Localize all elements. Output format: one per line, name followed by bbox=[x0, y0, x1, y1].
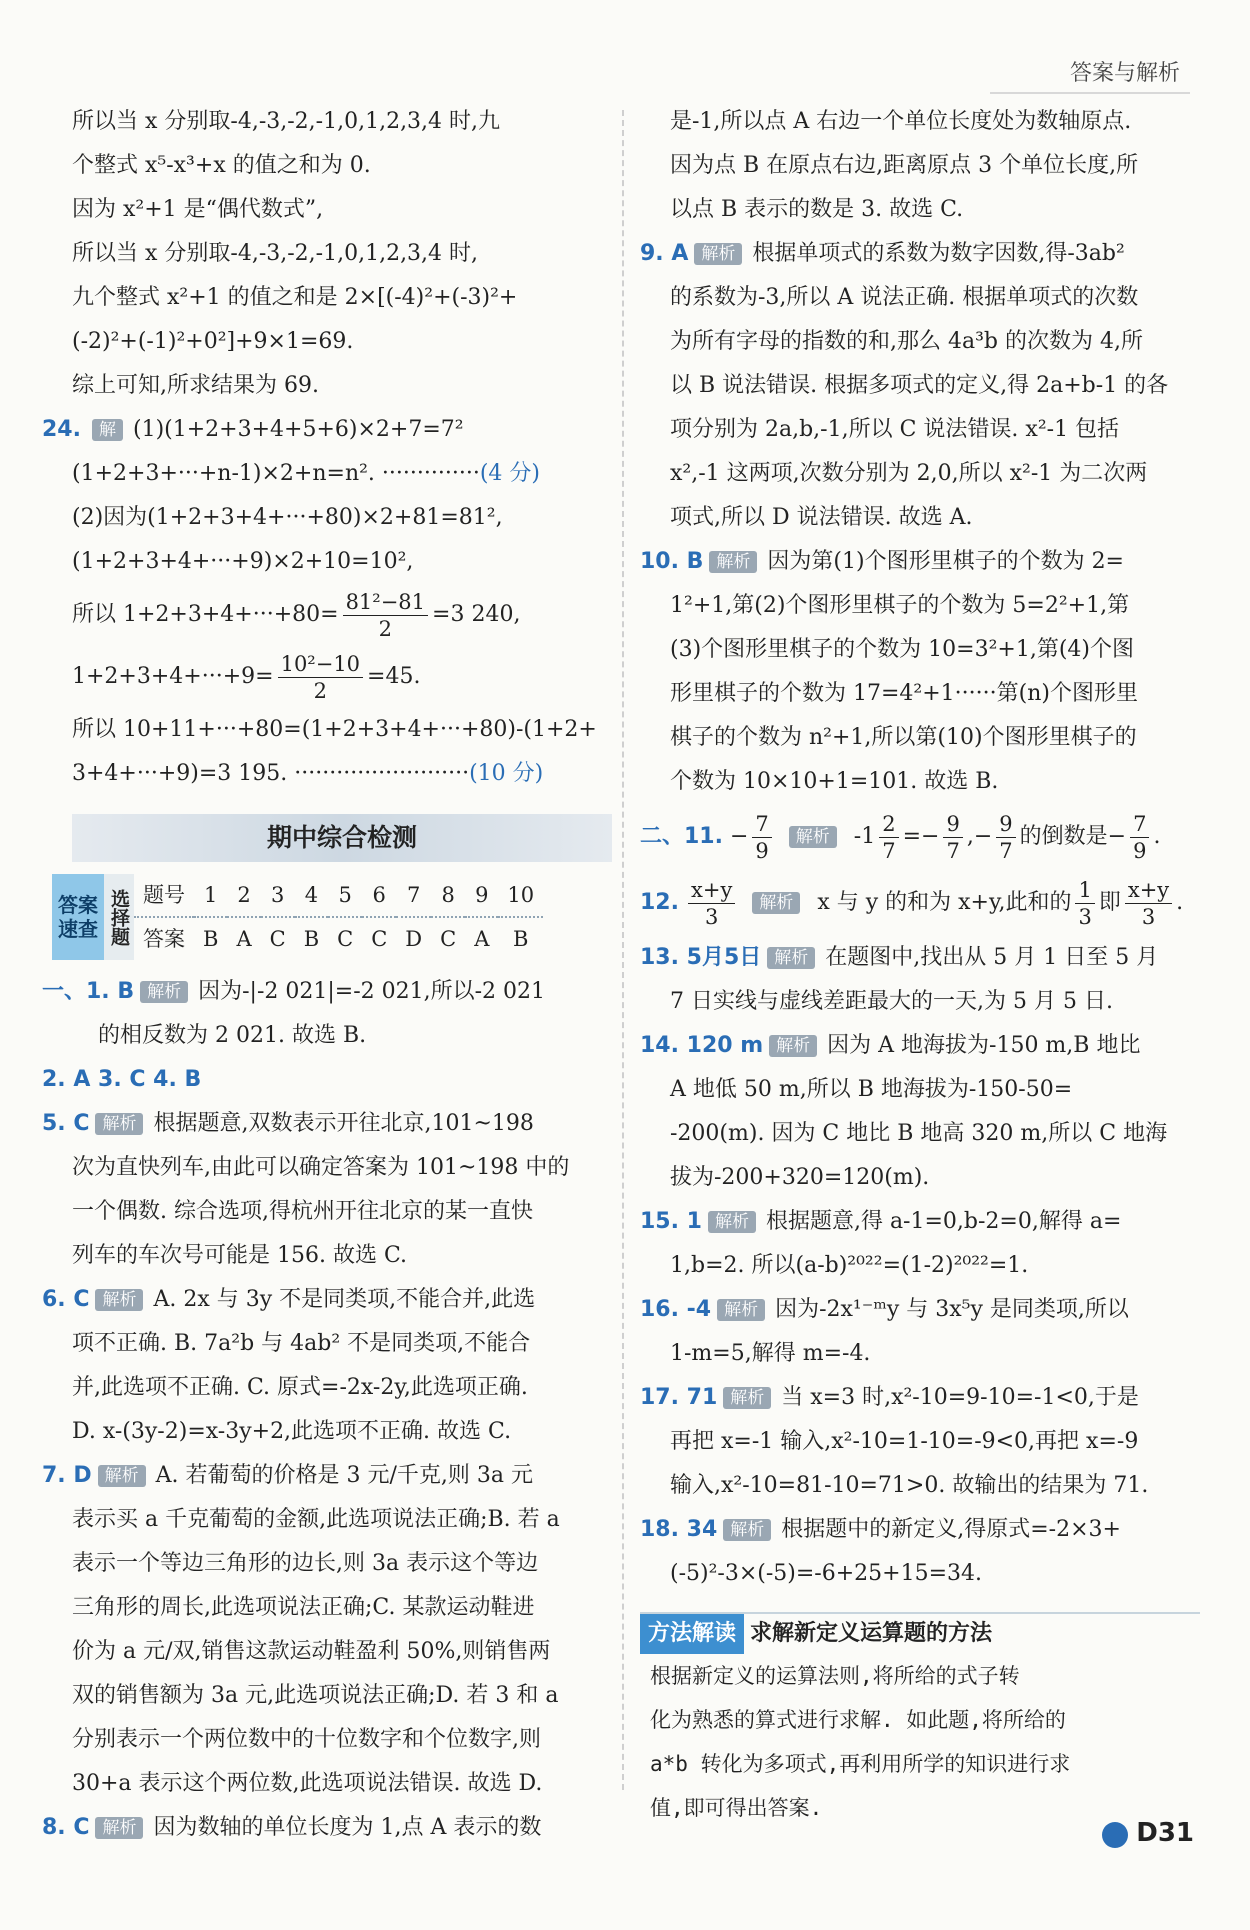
text-span: =3 240, bbox=[432, 602, 521, 627]
text-line: 根据新定义的运算法则,将所给的式子转 bbox=[650, 1664, 1020, 1688]
text-line: 当 x=3 时,x²-10=9-10=-1<0,于是 bbox=[781, 1385, 1139, 1410]
method-box bbox=[640, 1612, 1200, 1830]
text-line: 个整式 x⁵-x³+x 的值之和为 0. bbox=[72, 153, 371, 178]
question-12 bbox=[640, 870, 1200, 936]
number-cell: 5 bbox=[328, 874, 362, 917]
question-15 bbox=[640, 1200, 1200, 1244]
answer-cell: C bbox=[269, 927, 286, 951]
solution-tag: 解 bbox=[92, 419, 123, 441]
text-line: 的相反数为 2 021. 故选 B. bbox=[98, 1023, 367, 1048]
analysis-tag: 解析 bbox=[95, 1113, 143, 1135]
denominator: 7 bbox=[882, 838, 896, 863]
question-number: 9. A bbox=[640, 241, 689, 266]
text-line: 的系数为-3,所以 A 说法正确. 根据单项式的次数 bbox=[670, 285, 1139, 310]
text-line: 因为-|-2 021|=-2 021,所以-2 021 bbox=[198, 979, 546, 1004]
fraction bbox=[278, 651, 363, 704]
question-number: 24. bbox=[42, 417, 81, 442]
text-line: 个数为 10×10+1=101. 故选 B. bbox=[670, 769, 999, 794]
text-line: 因为 x²+1 是“偶代数式”, bbox=[72, 197, 324, 222]
question-number: 6. C bbox=[42, 1287, 90, 1312]
row-head: 答案 bbox=[143, 927, 185, 951]
analysis-tag: 解析 bbox=[723, 1519, 771, 1541]
fraction bbox=[1125, 877, 1172, 930]
text-span: 1+2+3+4+···+9= bbox=[72, 664, 274, 689]
text-line: 7 日实线与虚线差距最大的一天,为 5 月 5 日. bbox=[670, 989, 1113, 1014]
text-span: . bbox=[1153, 824, 1161, 849]
text-span: x 与 y 的和为 x+y,此和的 bbox=[817, 890, 1072, 915]
question-18 bbox=[640, 1508, 1200, 1552]
fraction-line bbox=[72, 646, 612, 708]
analysis-tag: 解析 bbox=[694, 243, 742, 265]
question-5 bbox=[42, 1102, 612, 1146]
method-body bbox=[640, 1654, 1200, 1830]
text-line: 为所有字母的指数的和,那么 4a³b 的次数为 4,所 bbox=[670, 329, 1143, 354]
analysis-tag: 解析 bbox=[717, 1299, 765, 1321]
number-cell: 4 bbox=[295, 874, 328, 917]
method-header bbox=[640, 1614, 1200, 1654]
denominator: 3 bbox=[704, 904, 719, 929]
numerator: 2 bbox=[879, 811, 898, 838]
text-line: 因为数轴的单位长度为 1,点 A 表示的数 bbox=[153, 1815, 542, 1840]
text-line: 所以 10+11+···+80=(1+2+3+4+···+80)-(1+2+ bbox=[72, 717, 597, 742]
text-span: =− bbox=[902, 824, 940, 849]
analysis-tag: 解析 bbox=[709, 551, 757, 573]
question-number: 13. 5月5日 bbox=[640, 945, 762, 970]
analysis-tag: 解析 bbox=[752, 892, 800, 914]
text-line: 并,此选项不正确. C. 原式=-2x-2y,此选项正确. bbox=[72, 1375, 528, 1400]
text-line: A. 2x 与 3y 不是同类项,不能合并,此选 bbox=[153, 1287, 536, 1312]
fraction bbox=[1075, 877, 1094, 930]
page-number: D31 bbox=[1136, 1818, 1194, 1848]
text-line: 次为直快列车,由此可以确定答案为 101~198 中的 bbox=[72, 1155, 570, 1180]
method-tag: 方法解读 bbox=[640, 1614, 744, 1654]
text-line: 以点 B 表示的数是 3. 故选 C. bbox=[670, 197, 964, 222]
fraction bbox=[752, 811, 771, 864]
question-17 bbox=[640, 1376, 1200, 1420]
text-line: 所以当 x 分别取-4,-3,-2,-1,0,1,2,3,4 时, bbox=[72, 241, 479, 266]
numerator: x+y bbox=[688, 877, 735, 904]
analysis-tag: 解析 bbox=[98, 1465, 146, 1487]
question-13 bbox=[640, 936, 1200, 980]
text-span: 即 bbox=[1098, 890, 1121, 915]
text-line: 形里棋子的个数为 17=4²+1······第(n)个图形里 bbox=[670, 681, 1138, 706]
text-line: 根据单项式的系数为数字因数,得-3ab² bbox=[752, 241, 1125, 266]
text-line: 以 B 说法错误. 根据多项式的定义,得 2a+b-1 的各 bbox=[670, 373, 1169, 398]
fraction bbox=[343, 589, 428, 642]
text-line: 表示一个等边三角形的边长,则 3a 表示这个等边 bbox=[72, 1551, 539, 1576]
text-line: (2)因为(1+2+3+4+···+80)×2+81=81², bbox=[72, 505, 503, 530]
number-cell: 10 bbox=[498, 874, 543, 917]
numerator: 9 bbox=[996, 811, 1015, 838]
numerator: 10²−10 bbox=[278, 651, 363, 678]
text-span: . bbox=[1176, 890, 1184, 915]
question-24 bbox=[42, 408, 612, 452]
text-span: 的倒数是− bbox=[1019, 824, 1127, 849]
text-span: 所以 1+2+3+4+···+80= bbox=[72, 602, 339, 627]
right-column bbox=[640, 100, 1200, 1830]
text-line: 所以当 x 分别取-4,-3,-2,-1,0,1,2,3,4 时,九 bbox=[72, 109, 501, 134]
answer-label-line1: 答案 bbox=[58, 893, 98, 917]
answer-cell: C bbox=[337, 927, 354, 951]
text-line: A. 若葡萄的价格是 3 元/千克,则 3a 元 bbox=[155, 1463, 533, 1488]
text-line: 因为第(1)个图形里棋子的个数为 2= bbox=[767, 549, 1124, 574]
question-1 bbox=[42, 970, 612, 1014]
answer-cell: A bbox=[236, 927, 252, 951]
text-line: 根据题意,得 a-1=0,b-2=0,解得 a= bbox=[765, 1209, 1122, 1234]
question-number: 12. bbox=[640, 890, 679, 915]
question-6 bbox=[42, 1278, 612, 1322]
score-marker: (10 分) bbox=[469, 761, 544, 786]
text-line: 列车的车次号可能是 156. 故选 C. bbox=[72, 1243, 408, 1268]
fraction bbox=[1130, 811, 1149, 864]
text-line: 在题图中,找出从 5 月 1 日至 5 月 bbox=[825, 945, 1159, 970]
analysis-tag: 解析 bbox=[708, 1211, 756, 1233]
text-line: a*b 转化为多项式,再利用所学的知识进行求 bbox=[650, 1752, 1071, 1776]
text-line: 项式,所以 D 说法错误. 故选 A. bbox=[670, 505, 973, 530]
text-line: 分别表示一个两位数中的十位数字和个位数字,则 bbox=[72, 1727, 541, 1752]
text-line: 拔为-200+320=120(m). bbox=[670, 1165, 930, 1190]
question-16 bbox=[640, 1288, 1200, 1332]
answer-sign: − bbox=[729, 824, 749, 849]
answer-cell: B bbox=[203, 927, 219, 951]
question-number: 8. C bbox=[42, 1815, 90, 1840]
analysis-tag: 解析 bbox=[769, 1035, 817, 1057]
answer-cell: B bbox=[303, 927, 320, 951]
answer-cell: C bbox=[371, 927, 388, 951]
number-cell: 2 bbox=[227, 874, 260, 917]
text-line: 是-1,所以点 A 右边一个单位长度处为数轴原点. bbox=[670, 109, 1132, 134]
denominator: 9 bbox=[755, 838, 769, 863]
row-head: 题号 bbox=[134, 874, 194, 917]
answer-cell: C bbox=[440, 927, 457, 951]
text-line: (1+2+3+···+n-1)×2+n=n². ·············· bbox=[72, 461, 480, 486]
answer-table bbox=[52, 874, 543, 960]
answer-cell: B bbox=[513, 927, 529, 951]
denominator: 2 bbox=[313, 678, 327, 703]
text-line: 1-m=5,解得 m=-4. bbox=[670, 1341, 871, 1366]
text-line: 化为熟悉的算式进行求解. 如此题,将所给的 bbox=[650, 1708, 1066, 1732]
text-span: ,− bbox=[966, 824, 993, 849]
denominator: 2 bbox=[378, 616, 392, 641]
text-line: 值,即可得出答案. bbox=[650, 1796, 823, 1820]
question-number: 18. 34 bbox=[640, 1517, 718, 1542]
number-cell: 7 bbox=[396, 874, 431, 917]
number-cell: 1 bbox=[194, 874, 227, 917]
text-line: 项不正确. B. 7a²b 与 4ab² 不是同类项,不能合 bbox=[72, 1331, 531, 1356]
numerator: 7 bbox=[752, 811, 771, 838]
number-cell: 3 bbox=[261, 874, 295, 917]
question-8 bbox=[42, 1806, 612, 1850]
text-line: 根据题中的新定义,得原式=-2×3+ bbox=[781, 1517, 1121, 1542]
analysis-tag: 解析 bbox=[789, 826, 837, 848]
analysis-tag: 解析 bbox=[95, 1817, 143, 1839]
denominator: 7 bbox=[946, 838, 960, 863]
number-cell: 6 bbox=[362, 874, 396, 917]
numerator: 9 bbox=[943, 811, 962, 838]
text-line: 再把 x=-1 输入,x²-10=1-10=-9<0,再把 x=-9 bbox=[670, 1429, 1139, 1454]
text-line: 九个整式 x²+1 的值之和是 2×[(-4)²+(-3)²+ bbox=[72, 285, 518, 310]
text-line: (3)个图形里棋子的个数为 10=3²+1,第(4)个图 bbox=[670, 637, 1134, 662]
question-number: 二、11. bbox=[640, 824, 723, 849]
text-line: 输入,x²-10=81-10=71>0. 故输出的结果为 71. bbox=[670, 1473, 1149, 1498]
numerator: 7 bbox=[1130, 811, 1149, 838]
numerator: 81²−81 bbox=[343, 589, 428, 616]
denominator: 3 bbox=[1078, 904, 1092, 929]
answer-label bbox=[52, 874, 104, 960]
text-line: 棋子的个数为 n²+1,所以第(10)个图形里棋子的 bbox=[670, 725, 1137, 750]
text-line: 价为 a 元/双,销售这款运动鞋盈利 50%,则销售两 bbox=[72, 1639, 551, 1664]
fraction bbox=[688, 877, 735, 930]
fraction bbox=[943, 811, 962, 864]
numerator: x+y bbox=[1125, 877, 1172, 904]
question-number: 16. -4 bbox=[640, 1297, 712, 1322]
fraction-line bbox=[72, 584, 612, 646]
score-marker: (4 分) bbox=[479, 461, 540, 486]
text-line: (1+2+3+4+···+9)×2+10=10², bbox=[72, 549, 414, 574]
questions-2-4: 2. A 3. C 4. B bbox=[42, 1067, 202, 1092]
answer-label-line2: 速查 bbox=[58, 917, 98, 941]
header-tag: 答案与解析 bbox=[1069, 61, 1180, 86]
analysis-tag: 解析 bbox=[95, 1289, 143, 1311]
analysis-tag: 解析 bbox=[767, 947, 815, 969]
fraction bbox=[996, 811, 1015, 864]
question-7 bbox=[42, 1454, 612, 1498]
denominator: 3 bbox=[1141, 904, 1156, 929]
answer-cell: A bbox=[474, 927, 490, 951]
question-number: 10. B bbox=[640, 549, 704, 574]
text-line: (-5)²-3×(-5)=-6+25+15=34. bbox=[670, 1561, 983, 1586]
text-line: 3+4+···+9)=3 195. ························· bbox=[72, 761, 470, 786]
text-line: 表示买 a 千克葡萄的金额,此选项说法正确;B. 若 a bbox=[72, 1507, 560, 1532]
text-line: 三角形的周长,此选项说法正确;C. 某款运动鞋进 bbox=[72, 1595, 535, 1620]
column-divider bbox=[622, 110, 624, 1790]
question-9 bbox=[640, 232, 1200, 276]
text-line: 1,b=2. 所以(a-b)²⁰²²=(1-2)²⁰²²=1. bbox=[670, 1253, 1029, 1278]
question-number: 5. C bbox=[42, 1111, 90, 1136]
denominator: 7 bbox=[999, 838, 1013, 863]
question-number: 15. 1 bbox=[640, 1209, 702, 1234]
text-line: 1²+1,第(2)个图形里棋子的个数为 5=2²+1,第 bbox=[670, 593, 1130, 618]
header-rule bbox=[990, 92, 1190, 94]
numerator: 1 bbox=[1075, 877, 1094, 904]
question-number: 一、1. B bbox=[42, 979, 135, 1004]
page-badge-icon bbox=[1102, 1822, 1128, 1848]
text-span: =45. bbox=[367, 664, 421, 689]
answer-cell: D bbox=[405, 927, 423, 951]
text-line: 项分别为 2a,b,-1,所以 C 说法错误. x²-1 包括 bbox=[670, 417, 1120, 442]
text-line: 因为-2x¹⁻ᵐy 与 3x⁵y 是同类项,所以 bbox=[775, 1297, 1129, 1322]
method-title: 求解新定义运算题的方法 bbox=[750, 1621, 993, 1646]
text-line: x²,-1 这两项,次数分别为 2,0,所以 x²-1 为二次两 bbox=[670, 461, 1148, 486]
text-line: 因为 A 地海拔为-150 m,B 地比 bbox=[827, 1033, 1141, 1058]
text-line-with-score bbox=[72, 452, 612, 496]
question-10 bbox=[640, 540, 1200, 584]
text-line: 根据题意,双数表示开往北京,101~198 bbox=[153, 1111, 534, 1136]
text-line-with-score bbox=[72, 752, 612, 796]
choice-label: 选择题 bbox=[104, 874, 134, 960]
text-line: D. x-(3y-2)=x-3y+2,此选项不正确. 故选 C. bbox=[72, 1419, 512, 1444]
text-span: -1 bbox=[853, 824, 876, 849]
text-line: 综上可知,所求结果为 69. bbox=[72, 373, 319, 398]
fraction bbox=[879, 811, 898, 864]
question-number: 14. 120 m bbox=[640, 1033, 764, 1058]
text-line: -200(m). 因为 C 地比 B 地高 320 m,所以 C 地海 bbox=[670, 1121, 1168, 1146]
number-cell: 8 bbox=[431, 874, 465, 917]
text-line: (1)(1+2+3+4+5+6)×2+7=7² bbox=[133, 417, 464, 442]
text-line: A 地低 50 m,所以 B 地海拔为-150-50= bbox=[670, 1077, 1073, 1102]
text-line: 双的销售额为 3a 元,此选项说法正确;D. 若 3 和 a bbox=[72, 1683, 559, 1708]
analysis-tag: 解析 bbox=[723, 1387, 771, 1409]
question-number: 7. D bbox=[42, 1463, 92, 1488]
left-column bbox=[42, 100, 612, 1850]
text-line: 30+a 表示这个两位数,此选项说法错误. 故选 D. bbox=[72, 1771, 543, 1796]
denominator: 9 bbox=[1133, 838, 1147, 863]
text-line: 一个偶数. 综合选项,得杭州开往北京的某一直快 bbox=[72, 1199, 533, 1224]
question-number: 17. 71 bbox=[640, 1385, 718, 1410]
text-line: 因为点 B 在原点右边,距离原点 3 个单位长度,所 bbox=[670, 153, 1139, 178]
text-line: (-2)²+(-1)²+0²]+9×1=69. bbox=[72, 329, 354, 354]
question-14 bbox=[640, 1024, 1200, 1068]
question-11 bbox=[640, 804, 1200, 870]
number-cell: 9 bbox=[465, 874, 498, 917]
section-title: 期中综合检测 bbox=[72, 814, 612, 862]
analysis-tag: 解析 bbox=[140, 981, 188, 1003]
